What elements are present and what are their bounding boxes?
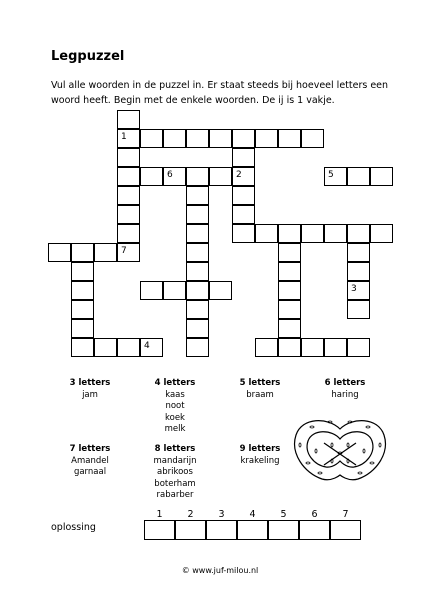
solution-number: 2 (187, 509, 194, 520)
grid-cell[interactable] (117, 224, 140, 243)
grid-cell[interactable] (117, 110, 140, 129)
clue-number: 6 (167, 170, 173, 180)
solution-box[interactable] (144, 520, 175, 540)
clue-number: 1 (121, 132, 127, 142)
instructions: Vul alle woorden in de puzzel in. Er staat steeds bij hoeveel letters een woord heeft. Begin met de enkele woorden. De ij is 1 vakje. (51, 80, 389, 106)
clue-number: 3 (351, 284, 357, 294)
grid-cell[interactable] (186, 186, 209, 205)
grid-cell[interactable] (347, 224, 370, 243)
word-list-5-letters (225, 378, 295, 401)
solution-number: 5 (280, 509, 287, 520)
word-list-header: 7 letters (69, 444, 111, 454)
solution-box[interactable] (268, 520, 299, 540)
grid-cell[interactable] (347, 243, 370, 262)
word-list-header: 3 letters (69, 378, 111, 388)
grid-cell[interactable] (278, 319, 301, 338)
grid-cell[interactable] (186, 281, 209, 300)
grid-cell[interactable] (186, 338, 209, 357)
grid-cell[interactable] (186, 262, 209, 281)
grid-cell[interactable] (370, 167, 393, 186)
grid-cell[interactable] (370, 224, 393, 243)
word-item: noot (165, 401, 185, 411)
grid-cell[interactable] (301, 224, 324, 243)
grid-cell[interactable] (301, 129, 324, 148)
grid-cell[interactable] (71, 281, 94, 300)
grid-cell[interactable] (94, 243, 117, 262)
grid-cell[interactable] (278, 129, 301, 148)
clue-number: 5 (328, 170, 334, 180)
grid-cell[interactable] (255, 338, 278, 357)
grid-cell[interactable] (71, 243, 94, 262)
grid-cell[interactable] (232, 148, 255, 167)
word-item: mandarijn (153, 455, 197, 466)
word-item: rabarber (156, 490, 194, 500)
grid-cell[interactable] (163, 281, 186, 300)
solution-box[interactable] (330, 520, 361, 540)
grid-cell[interactable] (71, 300, 94, 319)
solution-number: 6 (311, 509, 318, 520)
grid-cell[interactable] (186, 319, 209, 338)
word-list-header: 9 letters (239, 444, 281, 454)
word-item: haring (331, 389, 359, 400)
grid-cell[interactable] (209, 281, 232, 300)
grid-cell[interactable] (71, 262, 94, 281)
word-item: kaas (165, 389, 185, 400)
word-item: jam (82, 389, 98, 400)
page-title: Legpuzzel (51, 49, 125, 64)
grid-cell[interactable] (278, 300, 301, 319)
word-list-6-letters (310, 378, 380, 401)
grid-cell[interactable] (117, 186, 140, 205)
copyright-footer: © www.juf-milou.nl (181, 566, 259, 575)
solution-number: 3 (218, 509, 225, 520)
word-list-header: 4 letters (154, 378, 196, 388)
word-item: boterham (154, 478, 196, 489)
grid-cell[interactable] (232, 186, 255, 205)
solution-box[interactable] (206, 520, 237, 540)
word-item: melk (164, 424, 186, 434)
solution-label: oplossing (51, 522, 96, 533)
grid-cell[interactable] (347, 262, 370, 281)
word-list-3-letters (55, 378, 125, 401)
word-item: Amandel (71, 455, 109, 466)
grid-cell[interactable] (71, 338, 94, 357)
word-list-9-letters (225, 444, 295, 467)
word-item: koek (165, 412, 185, 423)
grid-cell[interactable] (140, 281, 163, 300)
grid-cell[interactable] (140, 129, 163, 148)
clue-number: 2 (236, 170, 242, 180)
word-list-header: 6 letters (324, 378, 366, 388)
grid-cell[interactable] (301, 338, 324, 357)
grid-cell[interactable] (209, 167, 232, 186)
grid-cell[interactable] (278, 262, 301, 281)
grid-cell[interactable] (117, 148, 140, 167)
clue-number: 7 (121, 246, 127, 256)
word-list-7-letters (55, 444, 125, 479)
grid-cell[interactable] (255, 129, 278, 148)
clue-number: 4 (144, 341, 150, 351)
grid-cell[interactable] (278, 243, 301, 262)
grid-cell[interactable] (48, 243, 71, 262)
grid-cell[interactable] (232, 205, 255, 224)
grid-cell[interactable] (232, 224, 255, 243)
word-item: krakeling (240, 455, 280, 466)
grid-cell[interactable] (278, 224, 301, 243)
solution-number: 4 (249, 509, 256, 520)
solution-number: 1 (156, 509, 163, 520)
grid-cell[interactable] (186, 129, 209, 148)
word-list-4-letters (140, 378, 210, 436)
solution-box[interactable] (299, 520, 330, 540)
grid-cell[interactable] (324, 224, 347, 243)
grid-cell[interactable] (94, 338, 117, 357)
solution-box[interactable] (175, 520, 206, 540)
grid-cell[interactable] (186, 167, 209, 186)
grid-cell[interactable] (278, 281, 301, 300)
pretzel-icon (290, 415, 390, 487)
word-item: garnaal (73, 467, 107, 477)
grid-cell[interactable] (255, 224, 278, 243)
grid-cell[interactable] (186, 224, 209, 243)
grid-cell[interactable] (278, 338, 301, 357)
word-list-header: 5 letters (239, 378, 281, 388)
grid-cell[interactable] (140, 167, 163, 186)
word-item: braam (246, 389, 274, 400)
grid-cell[interactable] (324, 338, 347, 357)
grid-cell[interactable] (232, 129, 255, 148)
grid-cell[interactable] (117, 167, 140, 186)
grid-cell[interactable] (347, 167, 370, 186)
grid-cell[interactable] (347, 338, 370, 357)
solution-number: 7 (342, 509, 349, 520)
word-item: abrikoos (157, 467, 193, 477)
grid-cell[interactable] (163, 129, 186, 148)
grid-cell[interactable] (347, 300, 370, 319)
grid-cell[interactable] (186, 300, 209, 319)
word-list-8-letters (140, 444, 210, 502)
grid-cell[interactable] (117, 338, 140, 357)
grid-cell[interactable] (117, 205, 140, 224)
grid-cell[interactable] (186, 243, 209, 262)
solution-box[interactable] (237, 520, 268, 540)
grid-cell[interactable] (71, 319, 94, 338)
grid-cell[interactable] (209, 129, 232, 148)
grid-cell[interactable] (186, 205, 209, 224)
word-list-header: 8 letters (154, 444, 196, 454)
